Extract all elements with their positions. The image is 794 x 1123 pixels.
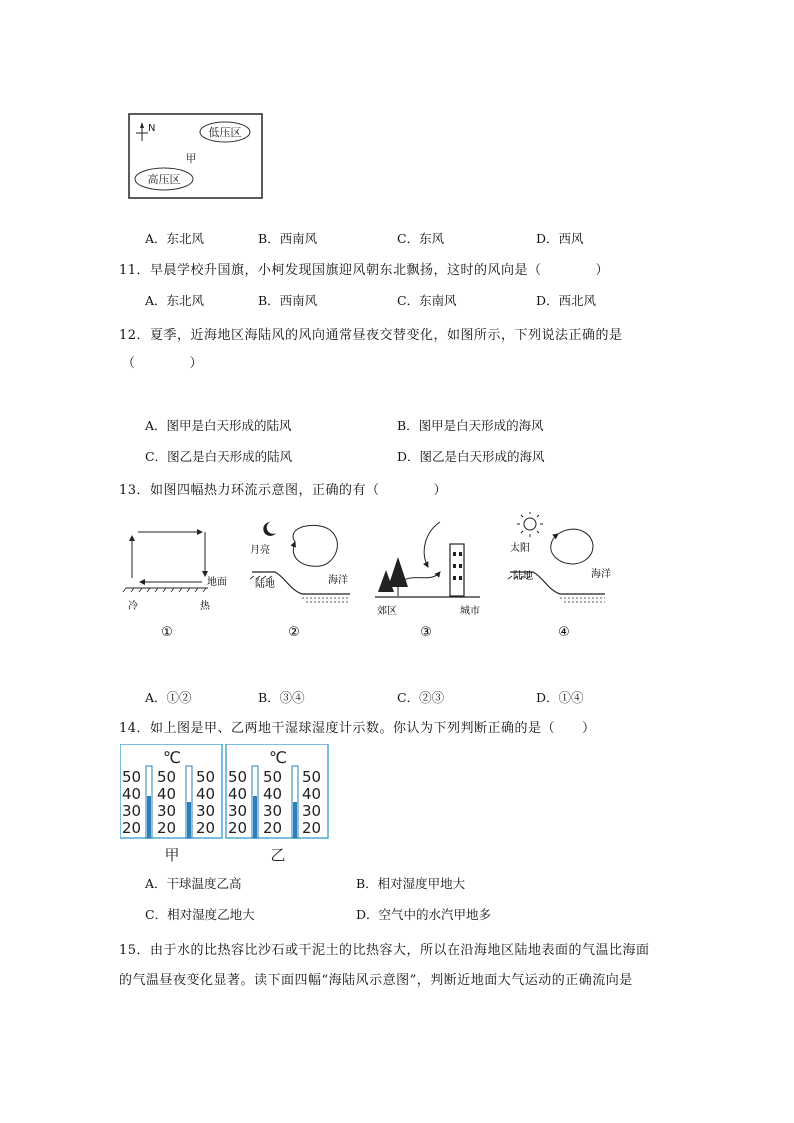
q13-option-a[interactable]: A．①② (145, 690, 192, 705)
tick-20-mid-a: 20 (157, 819, 177, 837)
tick-30-left-b: 30 (228, 802, 248, 820)
q11-option-c[interactable]: C．东南风 (397, 293, 457, 308)
q11-option-d[interactable]: D．西北风 (536, 293, 597, 308)
tick-20-mid-b: 20 (263, 819, 283, 837)
tick-20-right-a: 20 (196, 819, 216, 837)
tick-50-right-b: 50 (302, 768, 322, 786)
tick-40-mid-a: 40 (157, 785, 177, 803)
q11-option-a[interactable]: A．东北风 (145, 293, 205, 308)
sea-label-4: 海洋 (591, 569, 611, 580)
center-label: 甲 (185, 152, 197, 165)
north-label: N (148, 123, 156, 134)
tick-20-left-b: 20 (228, 819, 248, 837)
q14-option-b[interactable]: B．相对湿度甲地大 (356, 876, 466, 891)
q14-option-d[interactable]: D．空气中的水汽甲地多 (356, 907, 492, 922)
city-label: 城市 (460, 606, 480, 617)
q14-option-a[interactable]: A．干球温度乙高 (145, 876, 242, 891)
q10-option-a[interactable]: A．东北风 (145, 231, 205, 246)
q10-option-d[interactable]: D．西风 (536, 231, 584, 246)
q13-option-c[interactable]: C．②③ (397, 690, 445, 705)
suburb-label: 郊区 (377, 606, 397, 617)
figure-3-number: ③ (420, 625, 432, 640)
cold-label: 冷 (128, 601, 138, 612)
tick-40-left-a: 40 (122, 785, 142, 803)
thermo-label-jia: 甲 (164, 846, 180, 864)
sun-icon (517, 512, 543, 537)
tree-icon (378, 557, 408, 596)
unit-label-b: ℃ (269, 748, 287, 767)
tick-20-right-b: 20 (302, 819, 322, 837)
unit-label-a: ℃ (163, 748, 181, 767)
building-icon (450, 544, 464, 596)
q15-stem-line-2: 的气温昼夜变化显著。读下面四幅“海陆风示意图”，判断近地面大气运动的正确流向是 (119, 973, 633, 988)
tick-40-right-a: 40 (196, 785, 216, 803)
sun-label: 太阳 (510, 543, 530, 554)
figure-4-day-breeze (508, 512, 611, 640)
thermometer-panel-a (120, 744, 222, 838)
q15-stem-line-1: 15．由于水的比热容比沙石或干泥土的比热容大，所以在沿海地区陆地表面的气温比海面 (119, 943, 650, 958)
q13-option-b[interactable]: B．③④ (258, 690, 305, 705)
q14-stem: 14．如上图是甲、乙两地干湿球湿度计示数。你认为下列判断正确的是（ ） (119, 721, 596, 736)
thermo-label-yi: 乙 (270, 846, 286, 864)
q10-option-b[interactable]: B．西南风 (258, 231, 318, 246)
figure-3-urban-heat (375, 522, 480, 640)
land-label-4: 陆地 (513, 571, 533, 582)
tick-50-mid-a: 50 (157, 768, 177, 786)
tick-30-mid-a: 30 (157, 802, 177, 820)
q10-option-c[interactable]: C．东风 (397, 231, 445, 246)
tick-20-left-a: 20 (122, 819, 142, 837)
q12-option-a[interactable]: A．图甲是白天形成的陆风 (145, 418, 292, 433)
figure-4-number: ④ (558, 625, 570, 640)
low-pressure-label: 低压区 (208, 126, 242, 139)
circulation-svg (120, 512, 620, 642)
q12-option-c[interactable]: C．图乙是白天形成的陆风 (145, 449, 293, 464)
circulation-figures (120, 512, 620, 642)
figure-1-rectangle-circulation (123, 532, 227, 640)
q13-option-d[interactable]: D．①④ (536, 690, 584, 705)
q12-option-b[interactable]: B．图甲是白天形成的海风 (397, 418, 544, 433)
q12-option-d[interactable]: D．图乙是白天形成的海风 (397, 449, 545, 464)
moon-label: 月亮 (250, 545, 270, 556)
tick-30-right-b: 30 (302, 802, 322, 820)
hot-label: 热 (200, 601, 210, 612)
figure-1-number: ① (161, 625, 173, 640)
thermometer-svg (120, 744, 330, 866)
tick-30-mid-b: 30 (263, 802, 283, 820)
tick-40-mid-b: 40 (263, 785, 283, 803)
q11-option-b[interactable]: B．西南风 (258, 293, 318, 308)
q13-stem: 13．如图四幅热力环流示意图，正确的有（ ） (119, 483, 448, 498)
tick-30-left-a: 30 (122, 802, 142, 820)
moon-icon (263, 522, 276, 536)
q12-stem-paren: （ ） (122, 356, 204, 371)
thermometer-panel-b (226, 744, 328, 838)
land-label-2: 陆地 (255, 579, 275, 590)
tick-40-left-b: 40 (228, 785, 248, 803)
tick-40-right-b: 40 (302, 785, 322, 803)
q12-stem: 12．夏季，近海地区海陆风的风向通常昼夜交替变化，如图所示，下列说法正确的是 (119, 328, 623, 343)
high-pressure-label: 高压区 (147, 173, 181, 186)
q14-option-c[interactable]: C．相对湿度乙地大 (145, 907, 255, 922)
figure-2-night-breeze (250, 522, 350, 640)
tick-50-mid-b: 50 (263, 768, 283, 786)
tick-50-left-a: 50 (122, 768, 142, 786)
tick-50-right-a: 50 (196, 768, 216, 786)
tick-30-right-a: 30 (196, 802, 216, 820)
thermometer-figure (120, 744, 330, 866)
pressure-map-figure (128, 113, 263, 199)
q11-stem: 11．早晨学校升国旗，小柯发现国旗迎风朝东北飘扬，这时的风向是（ ） (119, 263, 610, 278)
tick-50-left-b: 50 (228, 768, 248, 786)
sea-label-2: 海洋 (328, 575, 348, 586)
ground-label: 地面 (207, 577, 227, 588)
figure-2-number: ② (288, 625, 300, 640)
pressure-map-svg (128, 113, 263, 199)
